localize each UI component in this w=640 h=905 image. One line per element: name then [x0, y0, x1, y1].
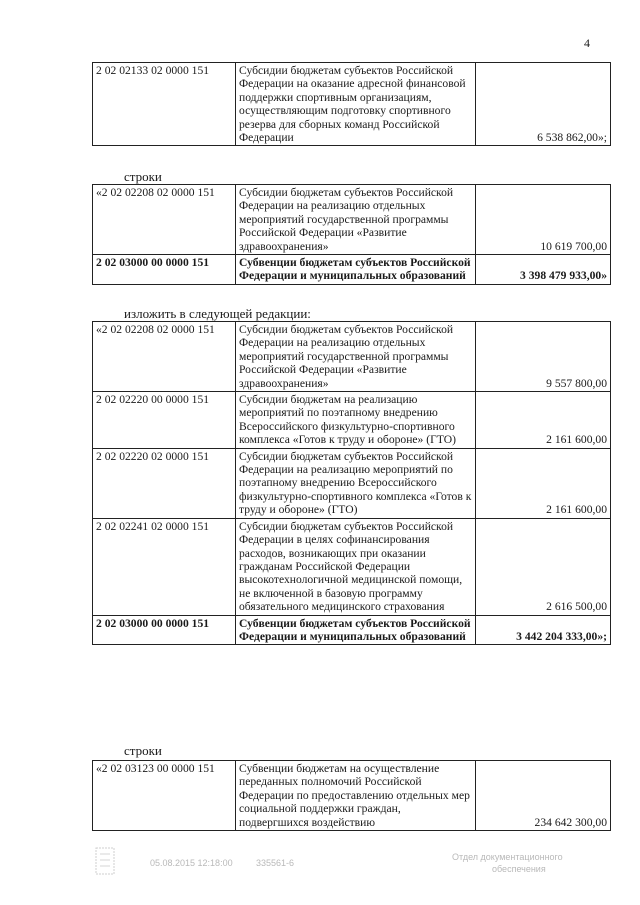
description-cell: Субсидии бюджетам субъектов Российской Федерации в целях софинансирования расходов, возникающих при оказании гражданам Российской Федерации высокотехнологичной медицинской помощи, не включенной в базовую программу обязательного медицинского страхования	[236, 518, 476, 615]
code-cell: «2 02 03123 00 0000 151	[93, 761, 236, 831]
description-cell: Субсидии бюджетам субъектов Российской Федерации на реализацию мероприятий по поэтапному внедрению Всероссийского физкультурно-спортивного комплекса «Готов к труду и обороне» (ГТО)	[236, 448, 476, 518]
table-row	[93, 392, 611, 449]
amount-cell: 6 538 862,00»;	[476, 63, 611, 146]
document-seal-icon	[94, 846, 116, 876]
budget-table-1	[92, 62, 610, 146]
amount-cell: 234 642 300,00	[476, 761, 611, 831]
description-cell: Субсидии бюджетам субъектов Российской Федерации на реализацию отдельных мероприятий государственной программы Российской Федерации «Развитие здравоохранения»	[236, 185, 476, 255]
footer-doc-number: 335561-6	[256, 858, 295, 868]
footer-department: Отдел документационного	[452, 852, 563, 862]
code-cell: 2 02 03000 00 0000 151	[93, 615, 236, 645]
code-cell: «2 02 02208 02 0000 151	[93, 185, 236, 255]
description-cell: Субсидии бюджетам субъектов Российской Федерации на реализацию отдельных мероприятий государственной программы Российской Федерации «Развитие здравоохранения»	[236, 322, 476, 392]
table-row	[93, 255, 611, 285]
label-izlozhit: изложить в следующей редакции:	[124, 306, 311, 321]
amount-cell: 2 616 500,00	[476, 518, 611, 615]
code-cell: 2 02 02133 02 0000 151	[93, 63, 236, 146]
label-stroki-2: строки	[124, 743, 162, 758]
table-row	[93, 448, 611, 518]
table-row	[93, 518, 611, 615]
budget-table-4	[92, 760, 610, 831]
description-cell: Субвенции бюджетам на осуществление переданных полномочий Российской Федерации по предоставлению отдельных мер социальной поддержки граждан, подвергшихся воздействию	[236, 761, 476, 831]
amount-cell: 2 161 600,00	[476, 392, 611, 449]
footer-timestamp: 05.08.2015 12:18:00	[150, 858, 233, 868]
page-number: 4	[584, 36, 590, 50]
footer-department-2: обеспечения	[492, 864, 546, 874]
table-row	[93, 185, 611, 255]
description-cell: Субвенции бюджетам субъектов Российской Федерации и муниципальных образований	[236, 615, 476, 645]
amount-cell: 3 442 204 333,00»;	[476, 615, 611, 645]
description-cell: Субвенции бюджетам субъектов Российской Федерации и муниципальных образований	[236, 255, 476, 285]
table-row	[93, 63, 611, 146]
amount-cell: 2 161 600,00	[476, 448, 611, 518]
budget-table-2	[92, 184, 610, 285]
table-row	[93, 615, 611, 645]
code-cell: 2 02 03000 00 0000 151	[93, 255, 236, 285]
budget-table-3	[92, 321, 610, 645]
code-cell: 2 02 02220 00 0000 151	[93, 392, 236, 449]
code-cell: «2 02 02208 02 0000 151	[93, 322, 236, 392]
label-stroki: строки	[124, 169, 162, 184]
code-cell: 2 02 02241 02 0000 151	[93, 518, 236, 615]
description-cell: Субсидии бюджетам субъектов Российской Федерации на оказание адресной финансовой поддержки спортивным организациям, осуществляющим подготовку спортивного резерва для сборных команд Российской Федерации	[236, 63, 476, 146]
code-cell: 2 02 02220 02 0000 151	[93, 448, 236, 518]
amount-cell: 9 557 800,00	[476, 322, 611, 392]
amount-cell: 3 398 479 933,00»	[476, 255, 611, 285]
table-row	[93, 761, 611, 831]
amount-cell: 10 619 700,00	[476, 185, 611, 255]
description-cell: Субсидии бюджетам на реализацию мероприятий по поэтапному внедрению Всероссийского физкультурно-спортивного комплекса «Готов к труду и обороне» (ГТО)	[236, 392, 476, 449]
table-row	[93, 322, 611, 392]
